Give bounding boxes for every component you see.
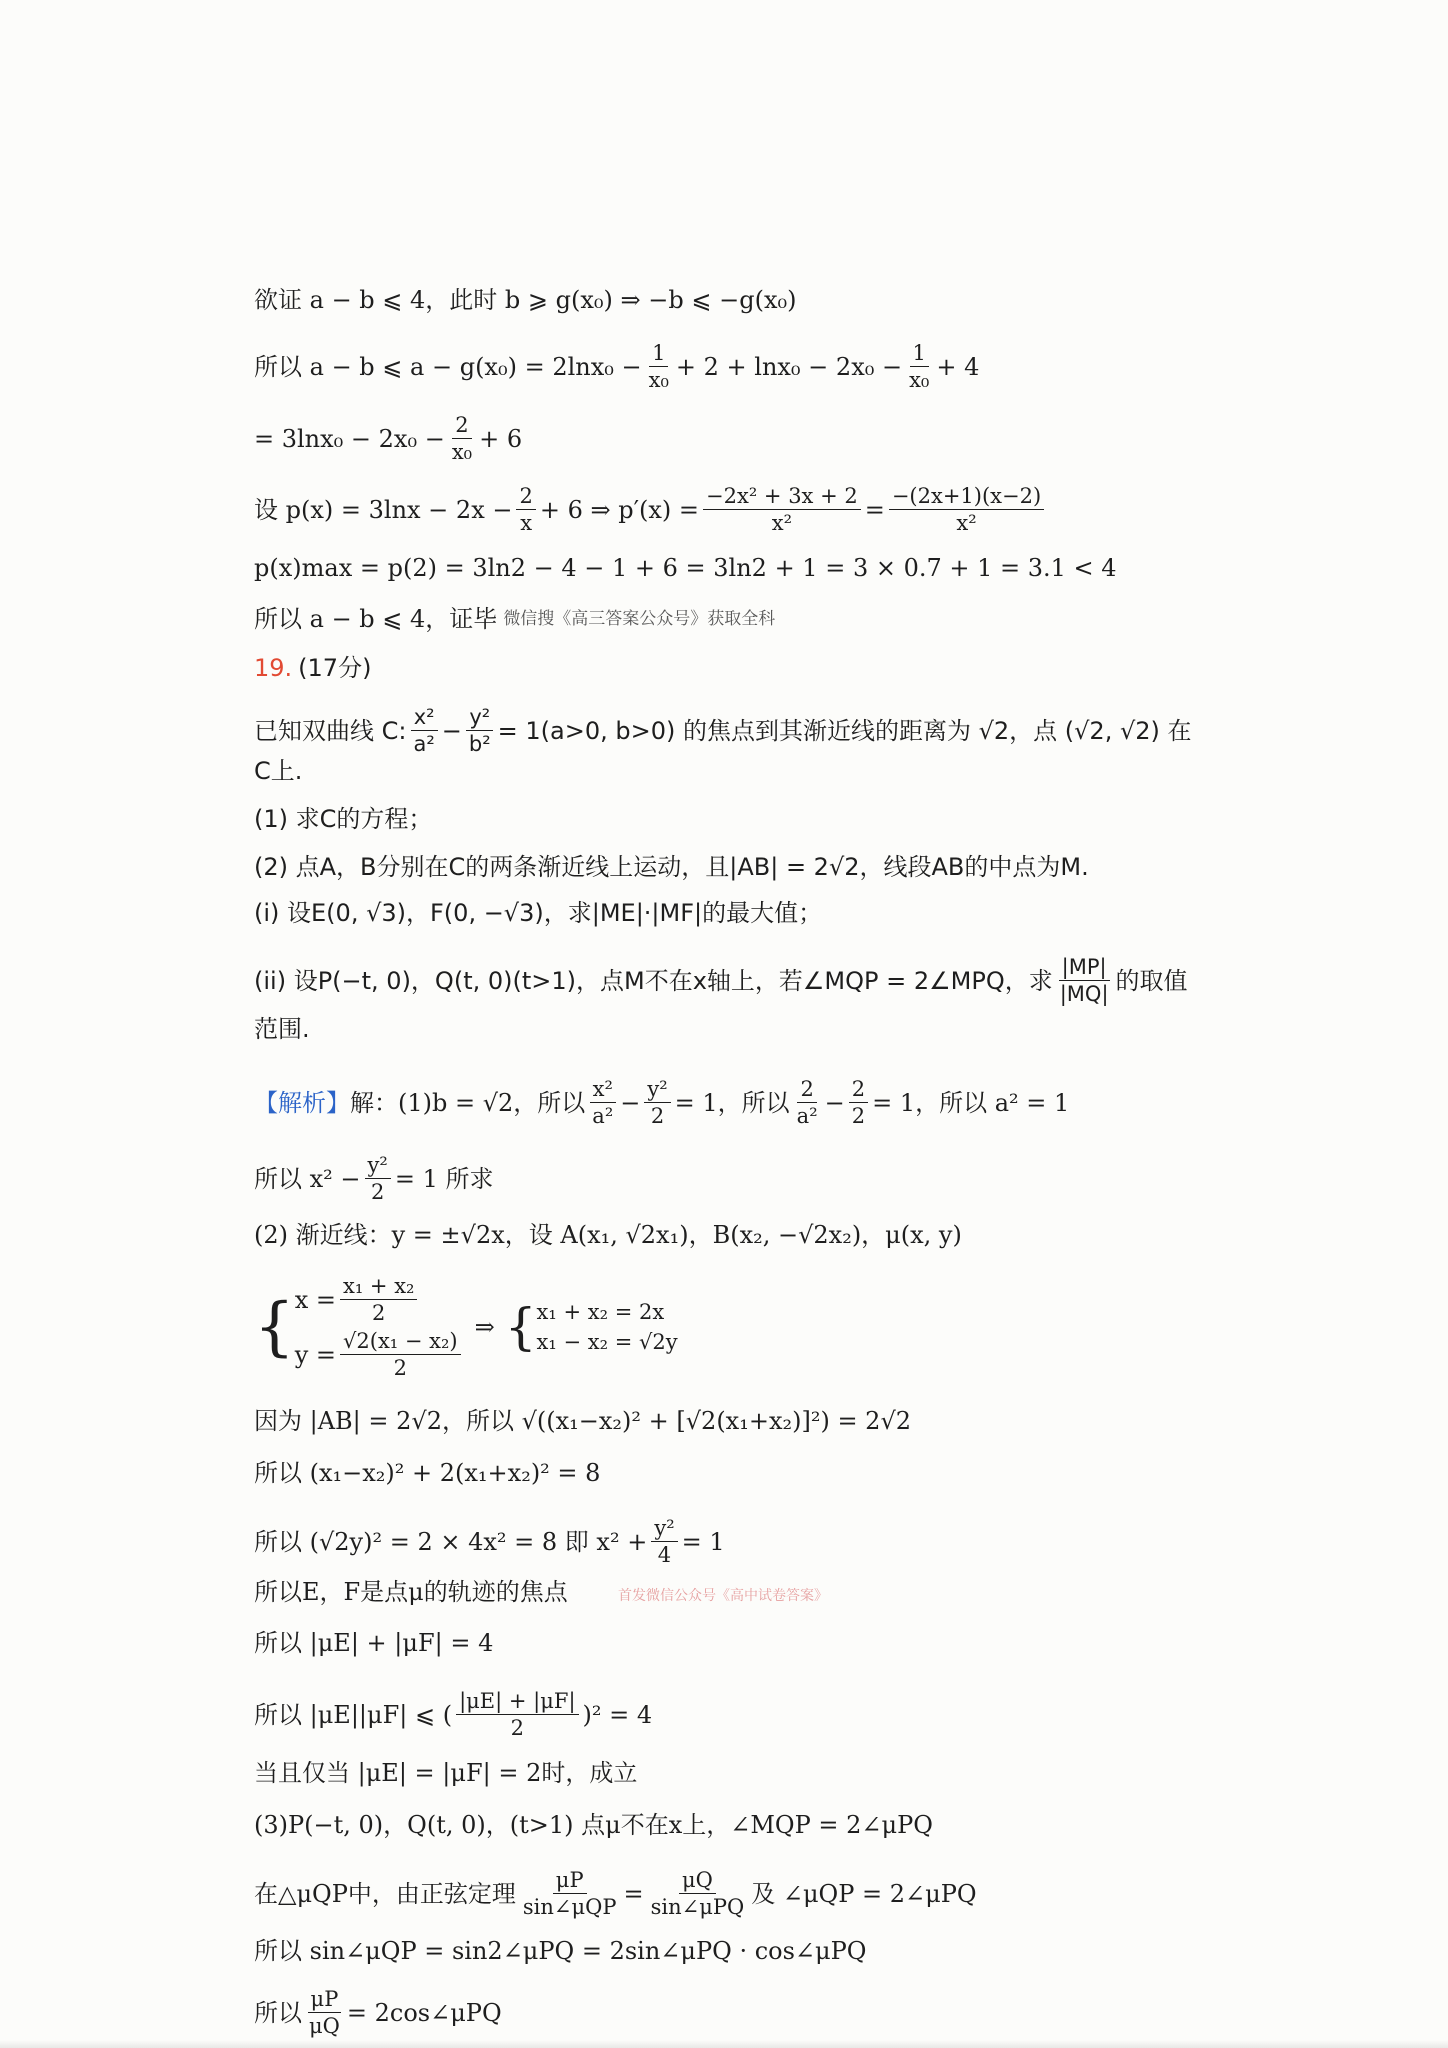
fraction: $\frac{2}{\text{a²}}$ [796,1077,818,1128]
text: = 1(a>0, b>0) 的焦点到其渐近线的距离为 √2，点 (√2, √2) 在 [497,716,1192,745]
text: 所以 x² − [254,1164,361,1193]
proof-line-6 [254,602,1248,636]
fraction: $\frac{2}{2}$ [849,1076,868,1129]
solution-line-10 [254,1688,1248,1741]
fraction: $\frac{|MP|}{|MQ|}$ [1059,955,1109,1006]
text: 所以E，F是点μ的轨迹的焦点 [254,1578,568,1606]
left-brace: { [254,1290,295,1364]
solution-line-12 [254,1808,1248,1842]
text: + 2 + lnx₀ − 2x₀ − [675,352,903,381]
fraction: $\frac{\mu P}{\mu Q}$ [309,1987,340,2038]
text: 及 ∠μQP = 2∠μPQ [751,1879,977,1908]
fraction: $\frac{2}{x}$ [516,483,535,536]
text: 所以 (√2y)² = 2 × 4x² = 8 即 x² + [254,1527,648,1556]
text: = 1 [681,1527,725,1556]
solution-line-3 [254,1218,1248,1252]
system-right: x₁ + x₂ = 2x x₁ − x₂ = √2y [536,1300,678,1354]
text: C上. [254,757,303,785]
proof-line-5 [254,551,1248,585]
left-brace: { [504,1298,537,1356]
text: = [864,495,885,524]
text: )² = 4 [582,1700,653,1729]
text: (3)P(−t, 0)，Q(t, 0)，(t>1) 点μ不在x上，∠MQP = 2∠μPQ [254,1811,933,1839]
text: p(x)max = p(2) = 3ln2 − 4 − 1 + 6 = 3ln2 + 1 = 3 × 0.7 + 1 = 3.1 < 4 [254,554,1117,582]
solution-line-2 [254,1152,1248,1205]
proof-line-2 [254,340,1248,393]
text: 所以 |μE||μF| ⩽ ( [254,1700,453,1729]
text: 的取值 [1115,966,1188,995]
fraction: $\frac{\mu P}{\text{sin∠μQP}}$ [522,1868,617,1919]
text: 在△μQP中，由正弦定理 [254,1879,516,1908]
fraction: $\frac{\text{y²}}{2}$ [644,1076,670,1129]
fraction: $\frac{1}{\text{x₀}}$ [909,341,930,392]
question-header [254,651,1248,685]
proof-line-1 [254,283,1248,317]
text: + 6 ⇒ p′(x) = [539,495,700,524]
text: (ii) 设P(−t, 0)，Q(t, 0)(t>1)，点M不在x轴上，若∠MQP = 2∠MPQ，求 [254,966,1053,995]
fraction: $\frac{|\mu E| + |\mu F|}{2}$ [456,1688,578,1741]
question-line-1 [254,704,1248,757]
fraction: $\frac{\text{x²}}{\text{a²}}$ [410,704,437,757]
solution-line-5 [254,1404,1248,1438]
analysis-tag: 【解析】 [254,1088,350,1117]
fraction: $\frac{\mu Q}{\text{sin∠μPQ}}$ [650,1868,745,1919]
text: 因为 |AB| = 2√2，所以 √((x₁−x₂)² + [√2(x₁+x₂)]²) = 2√2 [254,1407,912,1435]
implies-arrow: ⇒ [474,1313,495,1341]
text: (i) 设E(0, √3)，F(0, −√3)，求|ME|·|MF|的最大值； [254,899,823,927]
text: (1) 求C的方程； [254,805,433,833]
fraction: $\frac{\text{y²}}{2}$ [365,1152,391,1205]
solution-line-13 [254,1867,1248,1920]
text: 欲证 a − b ⩽ 4，此时 b ⩾ g(x₀) ⇒ −b ⩽ −g(x₀) [254,286,797,314]
proof-line-4 [254,483,1248,536]
page-edge [0,2040,1448,2048]
text: 所以 a − b ⩽ 4，证毕 [254,605,498,633]
question-part-2ii [254,954,1248,1007]
text: − [824,1088,845,1117]
text: − [441,716,462,745]
text: 所以 |μE| + |μF| = 4 [254,1629,494,1657]
fraction: $\frac{\text{y²}}{\text{b²}}$ [466,704,494,757]
text: 所以 a − b ⩽ a − g(x₀) = 2lnx₀ − [254,352,642,381]
fraction: $\frac{\text{−2x² + 3x + 2}}{\text{x²}}$ [703,483,861,536]
solution-line-9 [254,1626,1248,1660]
text: 所以 (x₁−x₂)² + 2(x₁+x₂)² = 8 [254,1459,601,1487]
question-score: (17分) [298,654,372,682]
question-number: 19. [254,654,293,682]
text: (2) 点A，B分别在C的两条渐近线上运动，且|AB| = 2√2，线段AB的中点为M. [254,853,1089,881]
text: 所以 sin∠μQP = sin2∠μPQ = 2sin∠μPQ · cos∠μPQ [254,1937,867,1965]
text: 所以 [254,1998,302,2027]
fraction: $\frac{\text{√2(x₁ − x₂)}}{2}$ [340,1328,461,1381]
text: = 2cos∠μPQ [346,1998,502,2027]
text: − [620,1088,641,1117]
text: = [623,1879,644,1908]
fraction: $\frac{-(2x+1)(x-2)}{\text{x²}}$ [889,483,1044,536]
text: + 4 [936,352,980,381]
system-left: x = $\frac{\text{x₁ + x₂}}{2}$ y = $\frac{\text{√2(x₁ − x₂)}}{2}$ [295,1272,465,1382]
solution-line-15 [254,1986,1248,2039]
fraction: $\frac{\text{y²}}{4}$ [651,1515,677,1568]
solution-line-6 [254,1456,1248,1490]
text: 当且仅当 |μE| = |μF| = 2时，成立 [254,1759,638,1787]
fraction: $\frac{\text{x₁ + x₂}}{2}$ [340,1273,417,1326]
fraction: $\frac{1}{\text{x₀}}$ [648,341,669,392]
text: (2) 渐近线：y = ±√2x，设 A(x₁, √2x₁)，B(x₂, −√2x₂)，μ(x, y) [254,1221,962,1249]
solution-line-1 [254,1076,1248,1129]
question-part-1 [254,802,1248,836]
text: 设 p(x) = 3lnx − 2x − [254,495,513,524]
text: = 1 所求 [394,1164,494,1193]
text: 解：(1)b = √2，所以 [350,1088,586,1117]
text: = 3lnx₀ − 2x₀ − [254,424,445,453]
equation-system [254,1272,1248,1382]
text: 范围. [254,1015,310,1043]
fraction: $\frac{\text{x²}}{\text{a²}}$ [589,1076,616,1129]
text: = 1，所以 [674,1088,790,1117]
question-line-last [254,1012,1248,1046]
question-line-2 [254,754,1248,788]
question-part-2i [254,896,1248,930]
fraction: $\frac{2}{\text{x₀}}$ [451,413,473,464]
text: + 6 [479,424,523,453]
question-part-2 [254,850,1248,884]
text: = 1，所以 a² = 1 [872,1088,1070,1117]
solution-line-7 [254,1515,1248,1568]
solution-line-14 [254,1934,1248,1968]
solution-line-11 [254,1756,1248,1790]
watermark-red: 首发微信公众号《高中试卷答案》 [618,1588,828,1604]
watermark-text: 微信搜《高三答案公众号》获取全科 [503,609,776,629]
text: 已知双曲线 C: [254,716,407,745]
proof-line-3 [254,412,1248,465]
